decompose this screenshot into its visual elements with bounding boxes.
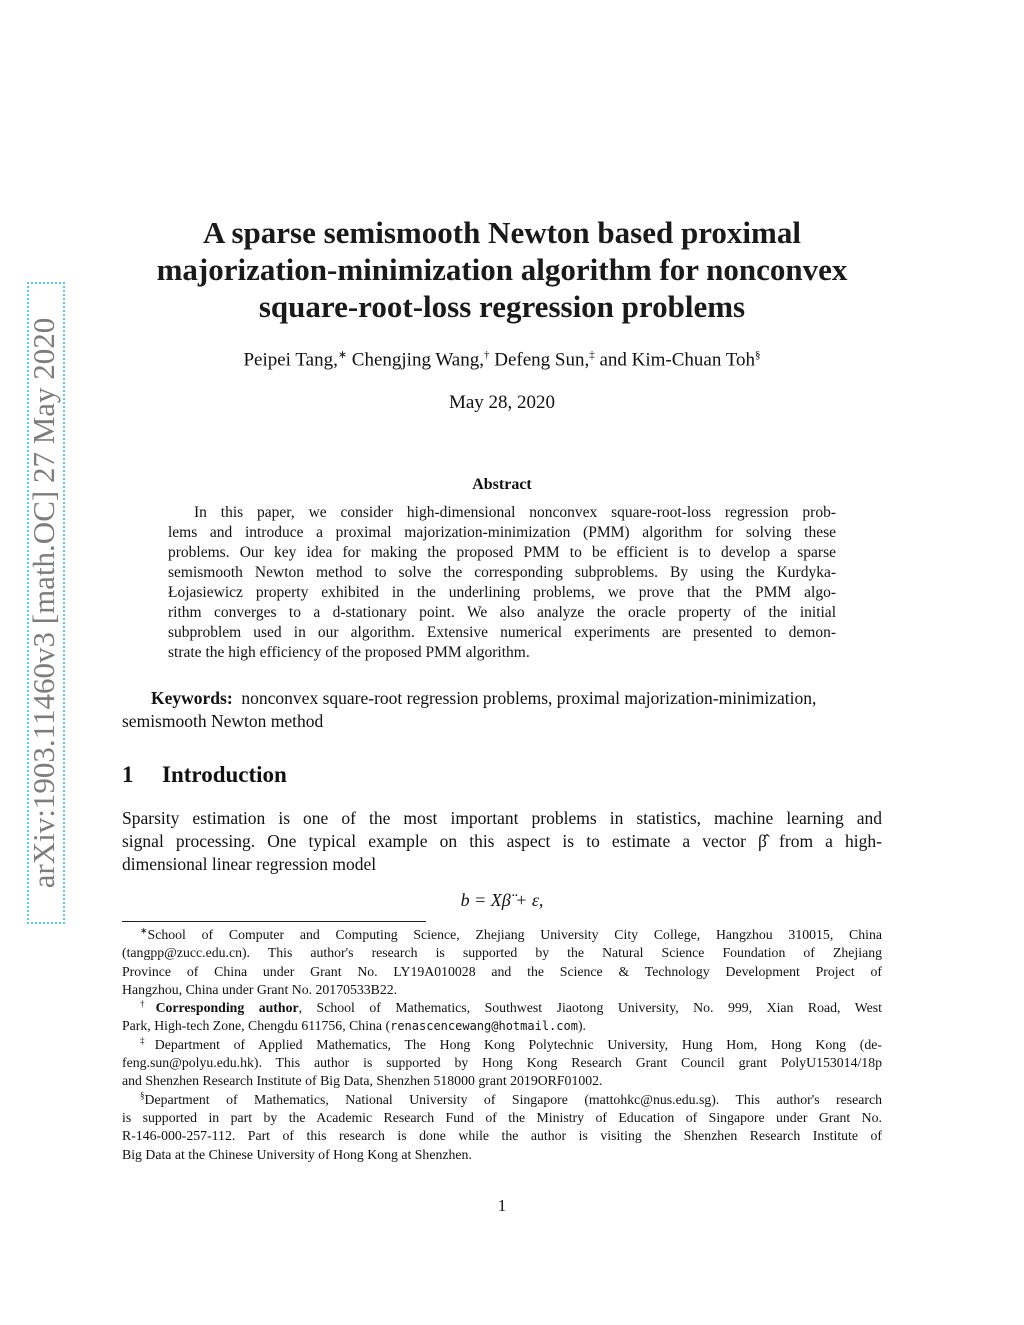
author-name: Peipei Tang, (243, 349, 338, 371)
footnote-line: feng.sun@polyu.edu.hk). This author is supported by Hong Kong Research Grant Council grant PolyU153014/18p (122, 1055, 882, 1071)
intro-paragraph (122, 807, 882, 876)
intro-line: Sparsity estimation is one of the most important problems in statistics, machine learning and (122, 808, 882, 828)
footnote-affiliation (122, 999, 882, 1036)
abstract-line: In this paper, we consider high-dimensional nonconvex square-root-loss regression prob- (194, 504, 836, 521)
section-heading (122, 762, 287, 788)
footnote-line (122, 1091, 882, 1109)
footnote-mark: ‡ (140, 1035, 155, 1046)
keywords-line-1 (122, 687, 896, 710)
author-separator: and (594, 349, 632, 371)
equation: b = Xβ̈ + ε, (460, 890, 544, 910)
abstract-heading: Abstract (472, 476, 532, 493)
author-name: Chengjing Wang, (351, 349, 484, 371)
author-email: renascencewang@hotmail.com (390, 1019, 578, 1034)
footnote-rule (122, 921, 426, 922)
paper-date: May 28, 2020 (448, 392, 556, 413)
footnote-line: and Shenzhen Research Institute of Big Data, Shenzhen 518000 grant 2019ORF01002. (122, 1073, 603, 1089)
footnote-line: Province of China under Grant No. LY19A010028 and the Science & Technology Development Project of (122, 963, 882, 979)
abstract-line: Łojasiewicz property exhibited in the underlining problems, we prove that the PMM algo- (168, 584, 836, 601)
title-line-2: majorization-minimization algorithm for nonconvex (156, 252, 848, 287)
footnote-text: Department of Applied Mathematics, The Hong Kong Polytechnic University, Hung Hom, Hong Kong (de- (154, 1036, 883, 1052)
footnote-line: Big Data at the Chinese University of Hong Kong at Shenzhen. (122, 1146, 472, 1162)
keywords-line-2: semismooth Newton method (122, 711, 324, 731)
author-list (110, 348, 894, 371)
author-name: Defeng Sun, (494, 349, 590, 371)
section-title: Introduction (162, 762, 287, 787)
paper-title (110, 214, 894, 325)
footnote-mark: † (140, 998, 156, 1009)
arxiv-stamp-text: arXiv:1903.11460v3 [math.OC] 27 May 2020 (26, 317, 61, 889)
page-number: 1 (497, 1196, 507, 1215)
footnote-line (122, 1017, 882, 1035)
footnote-text: School of Computer and Computing Science, Zhejiang University City College, Hangzhou 310015, China (147, 927, 882, 942)
title-line-3: square-root-loss regression problems (258, 289, 746, 324)
footnote-line: (tangpp@zucc.edu.cn). This author's research is supported by the Natural Science Foundation of Zhejiang (122, 945, 882, 961)
intro-line: dimensional linear regression model (122, 854, 377, 874)
keywords-label: Keywords: (151, 688, 233, 708)
abstract-line: rithm converges to a d-stationary point. We also analyze the oracle property of the initial (168, 604, 836, 621)
section-number: 1 (122, 762, 134, 787)
footnote-line: R-146-000-257-112. Part of this research is done while the author is visiting the Shenzhen Research Institute of (122, 1128, 882, 1144)
footnote-text: , School of Mathematics, Southwest Jiaotong University, No. 999, Xian Road, West (298, 1000, 882, 1016)
footnote-line (122, 999, 882, 1017)
author-footnote-mark: ∗ (337, 349, 348, 361)
title-line-1: A sparse semismooth Newton based proximal (203, 215, 801, 250)
author-footnote-mark: † (483, 349, 490, 361)
author-footnote-mark: § (755, 349, 761, 361)
footnote-affiliation (122, 926, 882, 999)
abstract-line: problems. Our key idea for making the proposed PMM to be efficient is to develop a sparse (168, 544, 836, 561)
footnote-mark: ∗ (140, 925, 148, 936)
footnote-text: Department of Mathematics, National University of Singapore (mattohkc@nus.edu.sg). This author's research (144, 1091, 882, 1107)
footnote-line (122, 1036, 882, 1054)
abstract-line: semismooth Newton method to solve the corresponding subproblems. By using the Kurdyka- (168, 564, 836, 581)
footnote-line: Hangzhou, China under Grant No. 20170533B22. (122, 981, 398, 997)
author-name: Kim-Chuan Toh (631, 349, 756, 371)
footnote-text: ). (577, 1018, 586, 1034)
footnote-text: Park, High-tech Zone, Chengdu 611756, China ( (122, 1018, 391, 1034)
intro-line: signal processing. One typical example on this aspect is to estimate a vector β̂ from a high- (122, 831, 882, 851)
keywords-text: nonconvex square-root regression problems, proximal majorization-minimization, (241, 688, 817, 708)
corresponding-author-label: Corresponding author (155, 1000, 299, 1016)
footnote-mark: § (140, 1090, 145, 1101)
footnote-line: is supported in part by the Academic Research Fund of the Ministry of Education of Singapore under Grant No. (122, 1109, 882, 1125)
footnote-affiliation (122, 1036, 882, 1091)
footnotes (122, 926, 882, 1164)
abstract-line: strate the high efficiency of the proposed PMM algorithm. (168, 644, 530, 661)
author-footnote-mark: ‡ (589, 349, 595, 361)
abstract-body (168, 503, 836, 663)
abstract-line: subproblem used in our algorithm. Extensive numerical experiments are presented to demon- (168, 624, 836, 641)
keywords (122, 687, 896, 733)
footnote-line (122, 926, 882, 944)
footnote-affiliation (122, 1091, 882, 1164)
abstract-line: lems and introduce a proximal majorization-minimization (PMM) algorithm for solving these (168, 524, 836, 541)
